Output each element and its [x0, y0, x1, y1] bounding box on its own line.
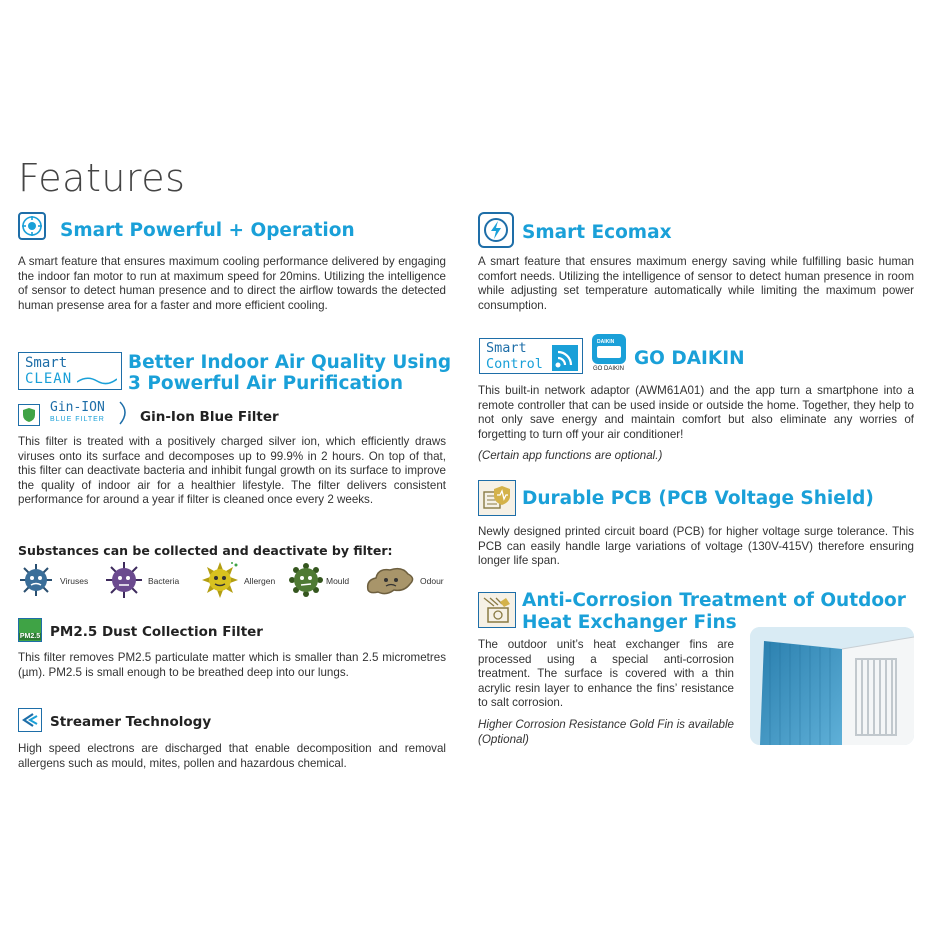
smart-control-logo: Smart Control	[479, 338, 583, 374]
gin-ion-text: This filter is treated with a positively charged silver ion, which efficiently draws viruses onto its surface and decomposes up to 99.9% in 2 hours. On top of that, this filter can deactivate bacteria and inhibit fungal growth on its surface to improve the quality of indoor air for a healthier lifestyle. The filter delivers consistent performance for around a year if filter is cleaned once every 2 weeks.	[18, 435, 446, 507]
germ-label-allergen: Allergen	[244, 576, 276, 586]
germ-label-bacteria: Bacteria	[148, 576, 180, 586]
mould-icon	[288, 562, 324, 598]
germ-label-odour: Odour	[420, 576, 444, 586]
streamer-title: Streamer Technology	[50, 714, 212, 730]
germ-label-mould: Mould	[326, 576, 350, 586]
pm25-icon: PM2.5	[18, 618, 42, 642]
fin-icon	[478, 592, 516, 628]
streamer-text: High speed electrons are discharged that enable decomposition and removal allergens such as mould, mites, pollen and hazardous chemical.	[18, 742, 446, 770]
germ-label-viruses: Viruses	[60, 576, 89, 586]
go-daikin-title: GO DAIKIN	[634, 348, 745, 369]
air-quality-title: Better Indoor Air Quality Using 3 Powerful Air Purification	[128, 352, 452, 394]
pcb-text: Newly designed printed circuit board (PCB) for higher voltage surge tolerance. This PCB can easily handle large variations of voltage (130V-415V) therefore ensuring longer life span.	[478, 525, 914, 568]
pcb-shield-icon	[478, 480, 516, 516]
smart-powerful-text: A smart feature that ensures maximum cooling performance delivered by engaging the indoor fan motor to run at maximum speed for 20mins. Utilizing the intelligence of sensor to detect human presence and to direct the airflow towards the detected human presense area for a faster and more efficient cooling.	[18, 255, 446, 312]
pm25-text: This filter removes PM2.5 particulate matter which is smaller than 2.5 micrometres (µm). PM2.5 is small enough to be breathed deep into our lungs.	[18, 651, 446, 679]
ecomax-icon	[478, 212, 514, 248]
gin-ion-logo: Gin-ION BLUE FILTER	[48, 400, 132, 428]
smart-clean-logo: Smart CLEAN	[18, 352, 122, 390]
virus-icon	[18, 562, 54, 598]
bacteria-icon	[104, 561, 144, 599]
pcb-title: Durable PCB (PCB Voltage Shield)	[522, 488, 874, 509]
shield-icon	[18, 404, 40, 426]
corrosion-note: Higher Corrosion Resistance Gold Fin is available (Optional)	[478, 718, 734, 746]
corrosion-text: The outdoor unit’s heat exchanger fins are processed using a special anti-corrosion treatment. The surface is covered with a thin acrylic resin layer to enhance the fins’ resistance to salt corrosion.	[478, 638, 734, 710]
ecomax-text: A smart feature that ensures maximum energy saving while fulfilling basic human comfort needs. Utilizing the intelligence of sensor to detect human presence in room while adjusting set temperature automatically while limiting the maximum power consumption.	[478, 255, 914, 312]
corrosion-title: Anti-Corrosion Treatment of Outdoor Heat Exchanger Fins	[522, 590, 906, 633]
go-daikin-app-icon: DAIKIN GO DAIKIN	[592, 334, 626, 374]
pm25-title: PM2.5 Dust Collection Filter	[50, 624, 263, 640]
substances-title: Substances can be collected and deactivate by filter:	[18, 543, 393, 558]
gin-ion-title: Gin-Ion Blue Filter	[140, 409, 279, 425]
smart-powerful-title: Smart Powerful + Operation	[60, 220, 355, 241]
ecomax-title: Smart Ecomax	[522, 222, 672, 243]
page-title: Features	[18, 156, 186, 200]
allergen-icon	[200, 561, 240, 599]
outdoor-unit-photo	[750, 627, 914, 745]
odour-icon	[364, 564, 416, 596]
streamer-icon	[18, 708, 42, 732]
go-daikin-note: (Certain app functions are optional.)	[478, 449, 663, 462]
go-daikin-text: This built-in network adaptor (AWM61A01) and the app turn a smartphone into a remote controller that can be used inside or outside the home. Together, they help to not only save energy and maintain comfort but also eliminate any worries of forgetting to turn off your air conditioner!	[478, 384, 914, 441]
smart-powerful-icon	[18, 212, 46, 240]
